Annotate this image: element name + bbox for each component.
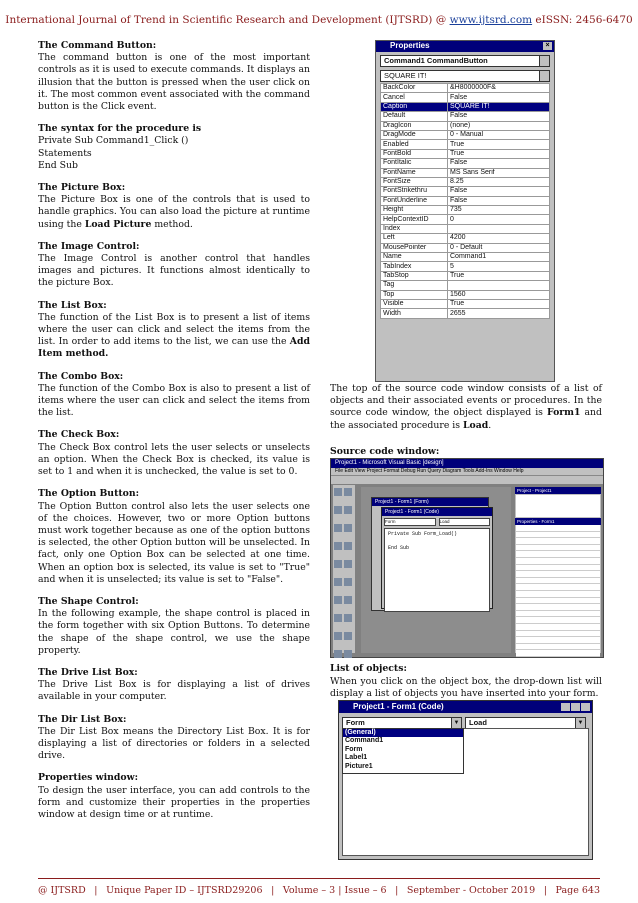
vb-ide-screenshot bbox=[330, 458, 604, 658]
section-body: The Option Button control also lets the user selects one of the choices. However, two or more Option buttons must work together because as one of the option buttons is selected, the other Option button will be unselected. In fact, only one Option Box can be selected at one time. When an option box is selected, its value is set to "True" and when it is unselected; its value is set to "False". bbox=[38, 500, 310, 585]
property-row[interactable]: FontStrikethru False bbox=[381, 187, 550, 196]
section-title: The Picture Box: bbox=[38, 182, 126, 194]
section bbox=[38, 371, 310, 420]
section-title: Properties window: bbox=[38, 772, 139, 784]
mini-property-row bbox=[516, 644, 600, 651]
object-list-item[interactable]: Command1 bbox=[345, 737, 384, 745]
mini-property-row bbox=[516, 558, 600, 565]
mini-property-row bbox=[516, 604, 600, 611]
mini-property-row bbox=[516, 578, 600, 585]
journal-link[interactable]: www.ijtsrd.com bbox=[449, 14, 533, 26]
property-row[interactable]: FontBold True bbox=[381, 149, 550, 158]
chevron-down-icon[interactable] bbox=[539, 56, 549, 66]
section-title: The Drive List Box: bbox=[38, 666, 138, 678]
ide-toolbar bbox=[331, 475, 603, 484]
property-row[interactable]: Enabled True bbox=[381, 140, 550, 149]
property-row[interactable]: DragMode 0 - Manual bbox=[381, 130, 550, 139]
mini-property-row bbox=[516, 538, 600, 545]
section-title: The syntax for the procedure is bbox=[38, 123, 202, 135]
section bbox=[38, 300, 310, 361]
ide-side-panels: Project - Project1 Properties - Form1 bbox=[515, 487, 601, 653]
section bbox=[38, 429, 310, 478]
section bbox=[38, 772, 310, 821]
mini-property-row bbox=[516, 631, 600, 638]
property-row[interactable]: MousePointer 0 - Default bbox=[381, 243, 550, 252]
properties-window bbox=[375, 40, 555, 382]
left-column bbox=[38, 40, 310, 831]
property-row[interactable]: HelpContextID 0 bbox=[381, 215, 550, 224]
section bbox=[38, 667, 310, 704]
chevron-down-icon[interactable]: ▼ bbox=[451, 718, 461, 728]
section-body: The command button is one of the most important controls as it is used to execute commands. It displays an illusion that the button is pressed when the user click on it. The most common event associated with the command button is the Click event. bbox=[38, 52, 310, 113]
code-window: Project1 - Form1 (Code) Form Load Private Sub Form_Load() End Sub bbox=[381, 507, 493, 609]
section-title: The Command Button: bbox=[38, 40, 157, 51]
property-row[interactable]: DragIcon (none) bbox=[381, 121, 550, 130]
section-body: Private Sub Command1_Click () Statements End Sub bbox=[38, 135, 189, 171]
object-list-item[interactable]: (General) bbox=[343, 729, 463, 737]
section-title: The Image Control: bbox=[38, 240, 140, 252]
mini-property-row bbox=[516, 598, 600, 605]
section-body: The function of the Combo Box is also to present a list of items where the user can click and select the items from the list. bbox=[38, 382, 310, 419]
close-icon[interactable] bbox=[581, 703, 590, 711]
section-body: To design the user interface, you can add controls to the form and customize their properties in the properties window at design time or at runtime. bbox=[38, 784, 310, 820]
section-title: The Option Button: bbox=[38, 488, 140, 500]
mini-property-row bbox=[516, 571, 600, 578]
form-designer: Project1 - Form1 (Form) bbox=[371, 497, 489, 611]
properties-grid bbox=[380, 83, 550, 319]
property-row[interactable]: Height 735 bbox=[381, 206, 550, 215]
caption-combo[interactable]: SQUARE IT! bbox=[380, 70, 550, 82]
mini-property-row bbox=[516, 532, 600, 539]
property-row[interactable]: Left 4200 bbox=[381, 234, 550, 243]
code-window-title: Project1 - Form1 (Code) bbox=[339, 701, 592, 713]
section bbox=[38, 241, 310, 290]
section-body: The Dir List Box means the Directory List Box. It is for displaying a list of directories or folders in a selected drive. bbox=[38, 725, 310, 762]
property-row[interactable]: BackColor &H8000000F& bbox=[381, 84, 550, 93]
object-combo[interactable]: Command1 CommandButton bbox=[380, 55, 550, 67]
toolbox bbox=[333, 485, 355, 653]
properties-title-bar: Properties × bbox=[376, 41, 554, 52]
property-row[interactable]: Default False bbox=[381, 112, 550, 121]
chevron-down-icon[interactable]: ▼ bbox=[575, 718, 585, 728]
mini-property-row bbox=[516, 525, 600, 532]
object-dropdown-list bbox=[342, 728, 464, 774]
section bbox=[38, 596, 310, 657]
property-row[interactable]: FontUnderline False bbox=[381, 196, 550, 205]
property-row[interactable]: Tag bbox=[381, 281, 550, 290]
object-box[interactable]: Form bbox=[384, 518, 436, 526]
mini-property-row bbox=[516, 624, 600, 631]
mini-property-row bbox=[516, 545, 600, 552]
property-row[interactable]: Cancel False bbox=[381, 93, 550, 102]
property-row[interactable]: Name Command1 bbox=[381, 253, 550, 262]
mini-property-row bbox=[516, 565, 600, 572]
property-row[interactable]: Caption SQUARE IT! bbox=[381, 102, 550, 111]
ide-title-bar: Project1 - Microsoft Visual Basic [design] bbox=[331, 459, 603, 468]
chevron-down-icon[interactable] bbox=[539, 71, 549, 81]
procedure-dropdown[interactable]: Load ▼ bbox=[465, 717, 586, 729]
section-title: The Check Box: bbox=[38, 429, 120, 441]
property-row[interactable]: TabStop True bbox=[381, 271, 550, 280]
list-objects-text: When you click on the object box, the drop-down list will display a list of objects you have inserted into your form. bbox=[330, 676, 602, 700]
property-row[interactable]: Width 2655 bbox=[381, 309, 550, 318]
section bbox=[38, 182, 310, 231]
section bbox=[38, 40, 310, 113]
minimize-icon[interactable] bbox=[561, 703, 570, 711]
section-title: The List Box: bbox=[38, 299, 107, 311]
close-icon[interactable]: × bbox=[543, 42, 552, 50]
section-body: The Picture Box is one of the controls that is used to handle graphics. You can also load the picture at runtime using the Load Picture method. bbox=[38, 194, 310, 230]
code-window-object-list bbox=[338, 700, 593, 860]
section-body: The function of the List Box is to present a list of items where the user can click and select the items from the list. In order to add items to the list, we can use the Add Item method. bbox=[38, 311, 310, 360]
mini-property-row bbox=[516, 637, 600, 644]
code-editor[interactable]: Private Sub Form_Load() End Sub bbox=[384, 528, 490, 612]
mini-property-row bbox=[516, 584, 600, 591]
section bbox=[38, 123, 310, 172]
property-row[interactable]: Visible True bbox=[381, 299, 550, 308]
section-title: The Combo Box: bbox=[38, 370, 124, 382]
page-footer: @ IJTSRD | Unique Paper ID – IJTSRD29206 | Volume – 3 | Issue – 6 | September - October 2019 | Page 643 bbox=[38, 885, 600, 896]
section bbox=[38, 488, 310, 586]
property-row[interactable]: FontItalic False bbox=[381, 159, 550, 168]
property-row[interactable]: Top 1560 bbox=[381, 290, 550, 299]
maximize-icon[interactable] bbox=[571, 703, 580, 711]
section bbox=[38, 714, 310, 763]
section-title: The Shape Control: bbox=[38, 595, 139, 607]
property-row[interactable]: FontSize 8.25 bbox=[381, 177, 550, 186]
mini-property-row bbox=[516, 611, 600, 618]
section-body: In the following example, the shape control is placed in the form together with six Option Buttons. To determine the shape of the shape control, we use the shape property. bbox=[38, 608, 310, 656]
property-row[interactable]: Index bbox=[381, 224, 550, 233]
procedure-box[interactable]: Load bbox=[439, 518, 491, 526]
source-code-heading: Source code window: bbox=[330, 446, 440, 457]
section-body: The Drive List Box is for displaying a list of drives available in your computer. bbox=[38, 679, 310, 703]
property-row[interactable]: FontName MS Sans Serif bbox=[381, 168, 550, 177]
mini-property-row bbox=[516, 551, 600, 558]
object-list-item[interactable]: Form bbox=[345, 745, 363, 753]
object-dropdown[interactable]: Form ▼ bbox=[342, 717, 462, 729]
mini-property-row bbox=[516, 650, 600, 657]
list-objects-heading: List of objects: bbox=[330, 663, 407, 674]
mini-property-row bbox=[516, 617, 600, 624]
property-row[interactable]: TabIndex 5 bbox=[381, 262, 550, 271]
section-title: The Dir List Box: bbox=[38, 713, 127, 725]
section-body: The Check Box control lets the user selects or unselects an option. When the Check Box is checked, its value is set to 1 and when it is unchecked, the value is set to 0. bbox=[38, 441, 310, 478]
source-code-description: The top of the source code window consists of a list of objects and their associated events or procedures. In the source code window, the object displayed is Form1 and the associated procedure is Load. bbox=[330, 383, 602, 431]
footer-rule bbox=[38, 878, 600, 879]
object-list-item[interactable]: Label1 bbox=[345, 754, 368, 762]
section-body: The Image Control is another control that handles images and pictures. It functions almost identically to the picture Box. bbox=[38, 253, 310, 289]
journal-header: International Journal of Trend in Scientific Research and Development (IJTSRD) @ www.ijtsrd.com eISSN: 2456-6470 bbox=[5, 14, 633, 26]
mini-property-row bbox=[516, 591, 600, 598]
ide-menu-bar: File Edit View Project Format Debug Run Query Diagram Tools Add-Ins Window Help bbox=[331, 468, 603, 475]
object-list-item[interactable]: Picture1 bbox=[345, 762, 373, 770]
